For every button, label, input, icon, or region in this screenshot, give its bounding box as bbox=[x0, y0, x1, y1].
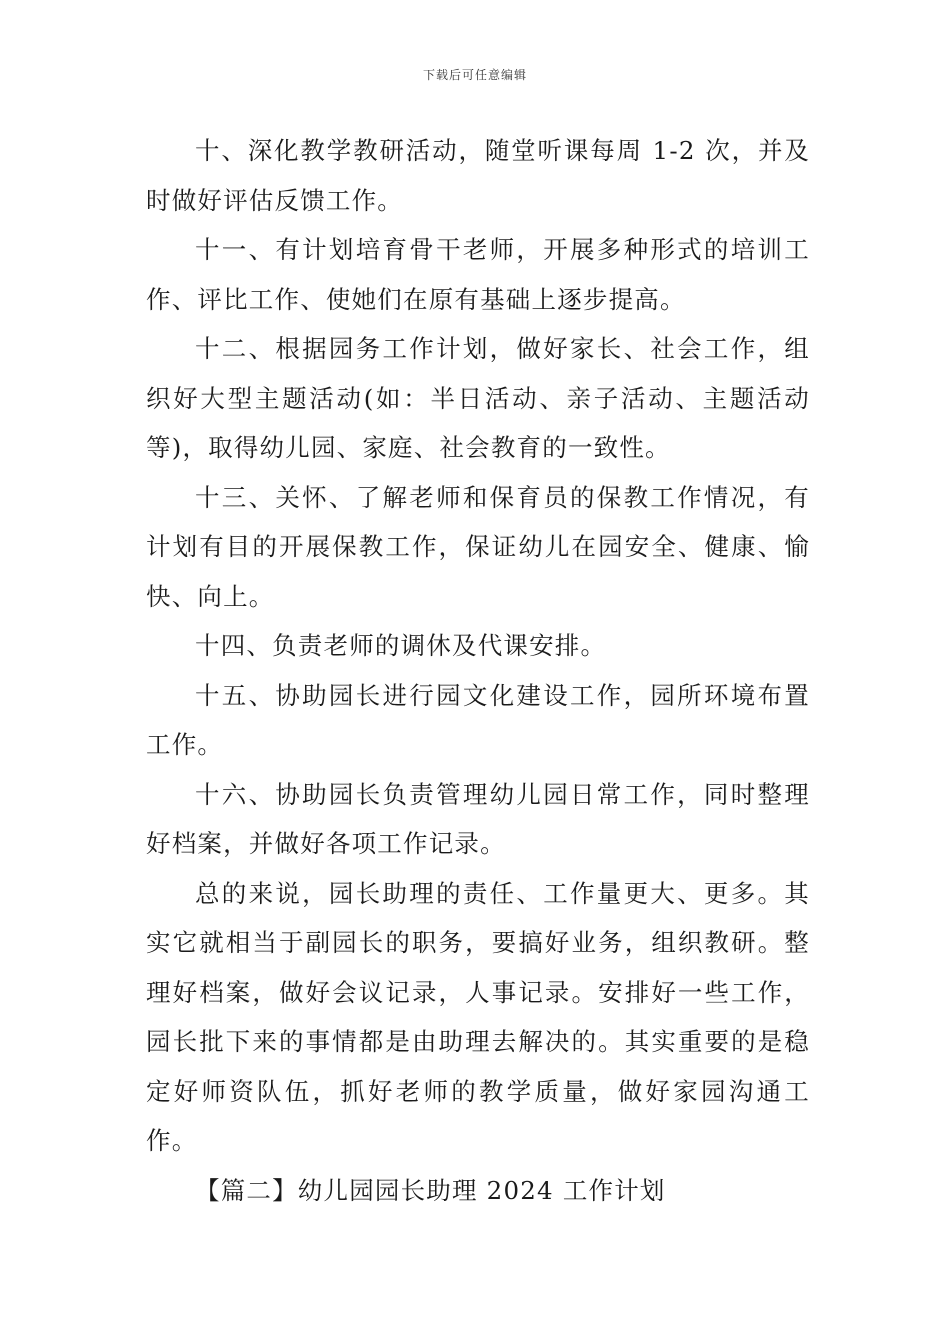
paragraph-item-10: 十、深化教学教研活动，随堂听课每周 1-2 次，并及时做好评估反馈工作。 bbox=[146, 136, 810, 215]
page-header-note: 下载后可任意编辑 bbox=[422, 68, 527, 82]
paragraph-item-12: 十二、根据园务工作计划，做好家长、社会工作，组织好大型主题活动(如：半日活动、亲子活动、主题活动等)，取得幼儿园、家庭、社会教育的一致性。 bbox=[146, 334, 810, 462]
paragraph-item-15: 十五、协助园长进行园文化建设工作，园所环境布置工作。 bbox=[146, 680, 810, 759]
paragraph-item-16: 十六、协助园长负责管理幼儿园日常工作，同时整理好档案，并做好各项工作记录。 bbox=[146, 779, 810, 858]
section-heading: 【篇二】幼儿园园长助理 2024 工作计划 bbox=[195, 1175, 666, 1205]
paragraph-item-14: 十四、负责老师的调休及代课安排。 bbox=[195, 631, 607, 660]
document-body bbox=[146, 126, 810, 1215]
summary-paragraph: 总的来说，园长助理的责任、工作量更大、更多。其实它就相当于副园长的职务，要搞好业务，组织教研。整理好档案，做好会议记录，人事记录。安排好一些工作，园长批下来的事情都是由助理去解决的。其实重要的是稳定好师资队伍，抓好老师的教学质量，做好家园沟通工作。 bbox=[146, 878, 810, 1155]
paragraph-item-13: 十三、关怀、了解老师和保育员的保教工作情况，有计划有目的开展保教工作，保证幼儿在园安全、健康、愉快、向上。 bbox=[146, 482, 810, 611]
paragraph-item-11: 十一、有计划培育骨干老师，开展多种形式的培训工作、评比工作、使她们在原有基础上逐步提高。 bbox=[146, 235, 810, 314]
